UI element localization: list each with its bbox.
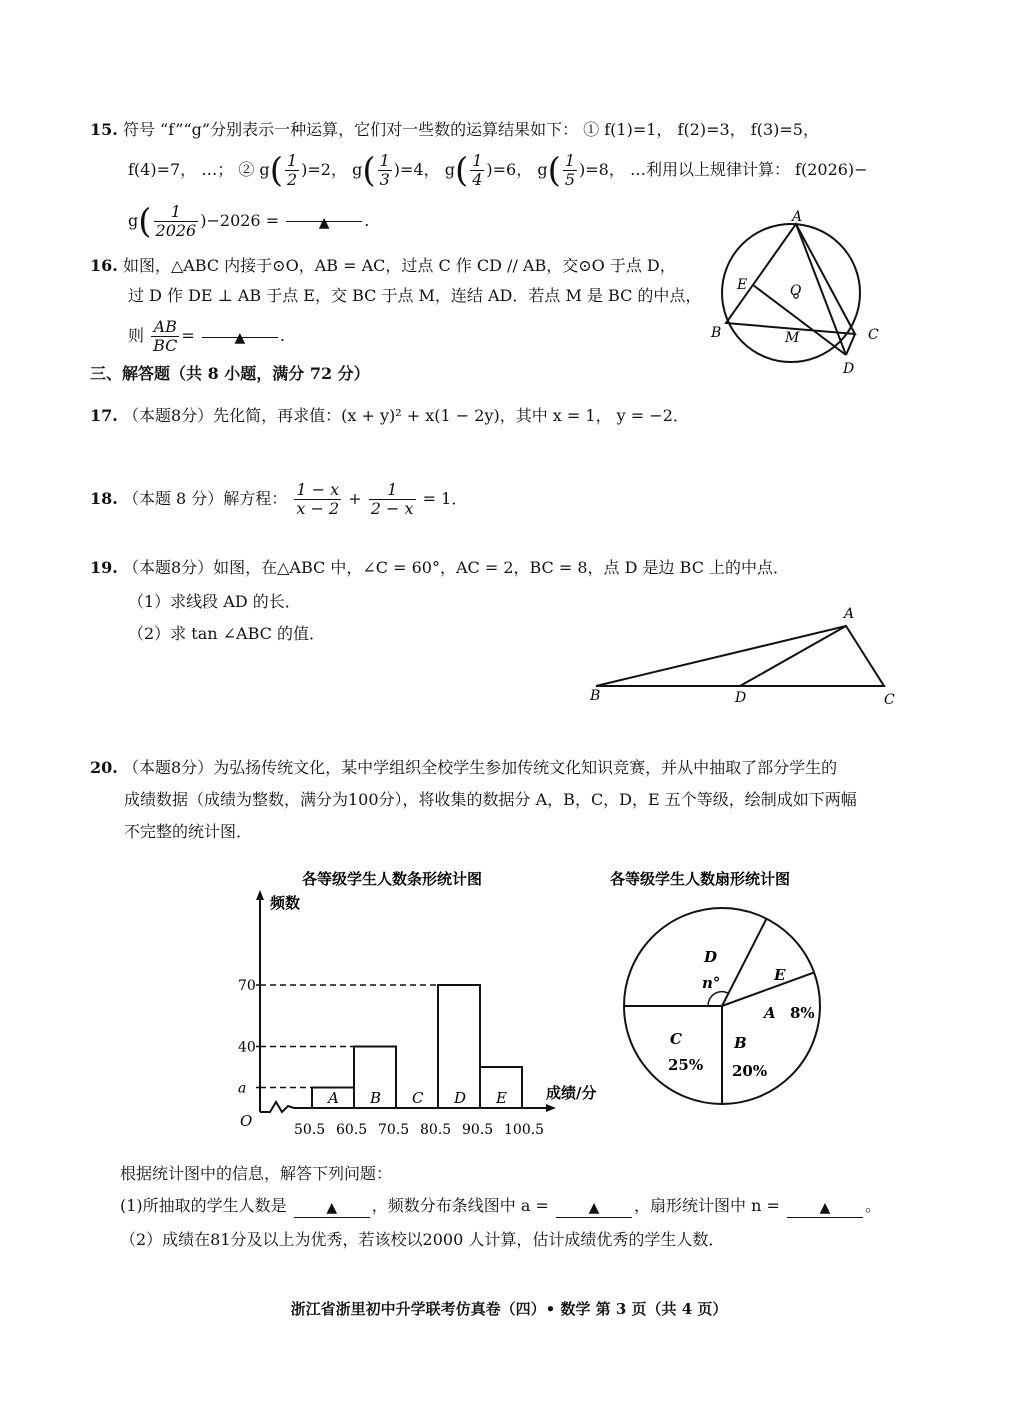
q15-eq-8: )=8，	[579, 160, 625, 179]
q20-count-blank[interactable]	[294, 1197, 370, 1218]
blank-mark-icon: ▲	[326, 1200, 338, 1216]
pie-chart	[600, 860, 860, 1110]
section-3-title: 三、解答题（共 8 小题，满分 72 分）	[90, 364, 370, 383]
q18-frac1-num: 1 − x	[296, 480, 340, 499]
pie-chart-title: 各等级学生人数扇形统计图	[610, 870, 791, 888]
label-c: C	[868, 327, 879, 343]
q15-frac-den: 2026	[155, 221, 197, 240]
q16-text-2: 过 D 作 DE ⊥ AB 于点 E，交 BC 于点 M，连结 AD．若点 M 是 BC 的中点，	[128, 286, 702, 305]
q20-a-blank[interactable]	[556, 1197, 632, 1218]
pie-slice-label: D	[704, 948, 718, 966]
q17-number: 17.	[90, 406, 118, 425]
x-tick-label: 50.5	[294, 1122, 326, 1138]
q20-number: 20.	[90, 758, 118, 777]
q18-frac2-den: 2 − x	[370, 499, 414, 518]
q16-line1	[90, 254, 676, 278]
pie-slice-label: n°	[702, 974, 721, 992]
label-e: E	[737, 277, 748, 293]
q15-line3: g( $\frac{1}{2026}$ )−2026 = ▲ .	[128, 201, 370, 242]
q20-line3: 不完整的统计图．	[124, 822, 253, 841]
q16-line2	[128, 284, 701, 308]
y-tick-label: a	[238, 1080, 247, 1097]
q15-answer-blank[interactable]	[286, 201, 362, 231]
q15-frac-num: 1	[154, 203, 199, 222]
q20-sub1-c: ，扇形统计图中 n =	[633, 1196, 780, 1215]
q15-text-2b: …利用以上规律计算： f(2026)−	[629, 160, 868, 179]
q20-line1	[90, 756, 837, 780]
q18-frac1-den: x − 2	[296, 499, 340, 518]
q18-number: 18.	[90, 489, 118, 508]
pie-slice-label: B	[734, 1034, 747, 1052]
label-d: D	[843, 361, 855, 377]
q20-n-blank[interactable]	[787, 1197, 863, 1218]
pie-slice-label: A	[764, 1004, 776, 1022]
q20-sub1-b: ，频数分布条线图中 a =	[371, 1196, 549, 1215]
q16-text-1: 如图，△ABC 内接于⊙O，AB = AC，过点 C 作 CD // AB，交⊙O 于点 D，	[122, 256, 676, 275]
q15-text-2a: f(4)=7， …； ② g	[128, 160, 270, 179]
q20-sub1	[120, 1194, 881, 1218]
q20-sub2: （2）成绩在81分及以上为优秀，若该校以2000 人计算，估计成绩优秀的学生人数．	[120, 1230, 725, 1249]
q15-number: 15.	[90, 120, 118, 139]
pie-slice-label: C	[670, 1030, 682, 1048]
pie-chart-marks	[624, 908, 820, 1104]
triangle-abc-2	[596, 626, 884, 686]
bar-category-label: C	[412, 1089, 424, 1107]
q15-text-1: 符号 “f”“g”分别表示一种运算，它们对一些数的运算结果如下： ① f(1)=1， f(2)=3， f(3)=5，	[122, 120, 819, 139]
q19-sub1: （1）求线段 AD 的长．	[128, 592, 301, 611]
q18-tail: = 1．	[422, 489, 468, 508]
bar-category-label: D	[454, 1089, 467, 1107]
pie-slice-label: 25%	[668, 1056, 704, 1074]
q15-eq-2: )=2，	[301, 160, 347, 179]
q18-prefix: （本题 8 分）解方程：	[122, 489, 288, 508]
q16-frac-num: AB	[151, 318, 179, 337]
q16-end: .	[279, 326, 285, 345]
q19-text-1: （本题8分）如图，在△ABC 中，∠C = 60°，AC = 2，BC = 8，点 D 是边 BC 上的中点．	[122, 558, 790, 577]
q18-frac2-num: 1	[369, 481, 416, 500]
y-tick-label: 40	[238, 1039, 256, 1056]
blank-mark-icon: ▲	[588, 1200, 600, 1216]
bar-category-label: E	[496, 1089, 507, 1107]
bar-chart-ylabel: 频数	[270, 894, 301, 912]
q18-plus: +	[348, 489, 362, 508]
q15-eq-6: )=6，	[486, 160, 533, 179]
page-footer: 浙江省浙里初中升学联考仿真卷（四）• 数学 第 3 页（共 4 页）	[290, 1300, 728, 1318]
q20-intro: 根据统计图中的信息，解答下列问题：	[120, 1164, 393, 1183]
label-d-2: D	[735, 690, 747, 706]
blank-mark-icon: ▲	[819, 1200, 831, 1216]
x-arrow-icon	[546, 1104, 556, 1112]
pie-slice-label: 8%	[790, 1004, 815, 1022]
bar-category-label: B	[370, 1089, 382, 1107]
q16-circle-figure	[705, 205, 895, 380]
bar-chart-origin: O	[240, 1112, 253, 1130]
blank-mark-icon: ▲	[318, 215, 330, 231]
q20-sub1-a: (1)所抽取的学生人数是	[120, 1196, 287, 1215]
q16-frac-den: BC	[153, 336, 178, 355]
segment-cd	[846, 334, 855, 355]
q16-eq: =	[181, 326, 195, 345]
q15-end: .	[364, 211, 370, 230]
q20-sub1-end: 。	[864, 1196, 881, 1215]
label-o: O	[790, 283, 802, 299]
q15-line2: f(4)=7， …； ② g( $\frac{1}{2}$ )=2， g( $\frac{1}{3}$ )=4， g( $\frac{1}{4}$ )=6， g( $\frac{1}{5}$ )=8， …利用以上规律计算： f(2026)−	[128, 150, 868, 191]
q15-expr: )−2026 =	[200, 211, 280, 230]
q19-number: 19.	[90, 558, 118, 577]
x-tick-label: 70.5	[378, 1122, 410, 1138]
label-b-2: B	[590, 688, 601, 704]
bar-chart-xlabel: 成绩/分	[546, 1084, 597, 1102]
y-tick-label: 70	[238, 978, 256, 994]
label-a-2: A	[844, 606, 855, 622]
q19-line1	[90, 556, 789, 580]
q16-prefix: 则	[128, 326, 145, 345]
q19-triangle-figure	[580, 600, 910, 710]
x-tick-label: 60.5	[336, 1122, 368, 1138]
pie-slice-label: E	[774, 966, 786, 984]
x-tick-label: 100.5	[504, 1122, 545, 1138]
x-tick-label: 80.5	[420, 1122, 452, 1138]
q17-text: （本题8分）先化简，再求值：(x + y)² + x(1 − 2y)，其中 x = 1， y = −2．	[122, 406, 689, 425]
q16-number: 16.	[90, 256, 118, 275]
label-c-2: C	[884, 692, 895, 708]
pie-slice-label: 20%	[732, 1062, 768, 1080]
bar-chart	[230, 860, 610, 1150]
x-tick-label: 90.5	[462, 1122, 494, 1138]
bar-chart-marks	[238, 978, 544, 1138]
q15-eq-4: )=4，	[393, 160, 440, 179]
q20-text-1: （本题8分）为弘扬传统文化，某中学组织全校学生参加传统文化知识竞赛，并从中抽取了部分学生的	[122, 758, 838, 777]
label-b: B	[711, 325, 722, 341]
blank-mark-icon: ▲	[234, 330, 246, 346]
q15-line1	[90, 118, 819, 142]
label-a: A	[792, 209, 803, 225]
q16-line3	[128, 314, 285, 358]
q17-line	[90, 404, 689, 428]
q19-sub2: （2）求 tan ∠ABC 的值．	[128, 624, 325, 643]
segment-ad-2	[740, 626, 846, 686]
label-m: M	[785, 330, 800, 346]
y-arrow-icon	[256, 890, 264, 900]
q15-g: g	[128, 211, 139, 230]
q16-answer-blank[interactable]	[202, 317, 278, 346]
q18-line	[90, 476, 467, 522]
bar-category-label: A	[328, 1089, 339, 1107]
bar-chart-title: 各等级学生人数条形统计图	[302, 870, 483, 888]
q20-line2: 成绩数据（成绩为整数，满分为100分），将收集的数据分 A，B，C，D，E 五个等级，绘制成如下两幅	[124, 790, 857, 809]
